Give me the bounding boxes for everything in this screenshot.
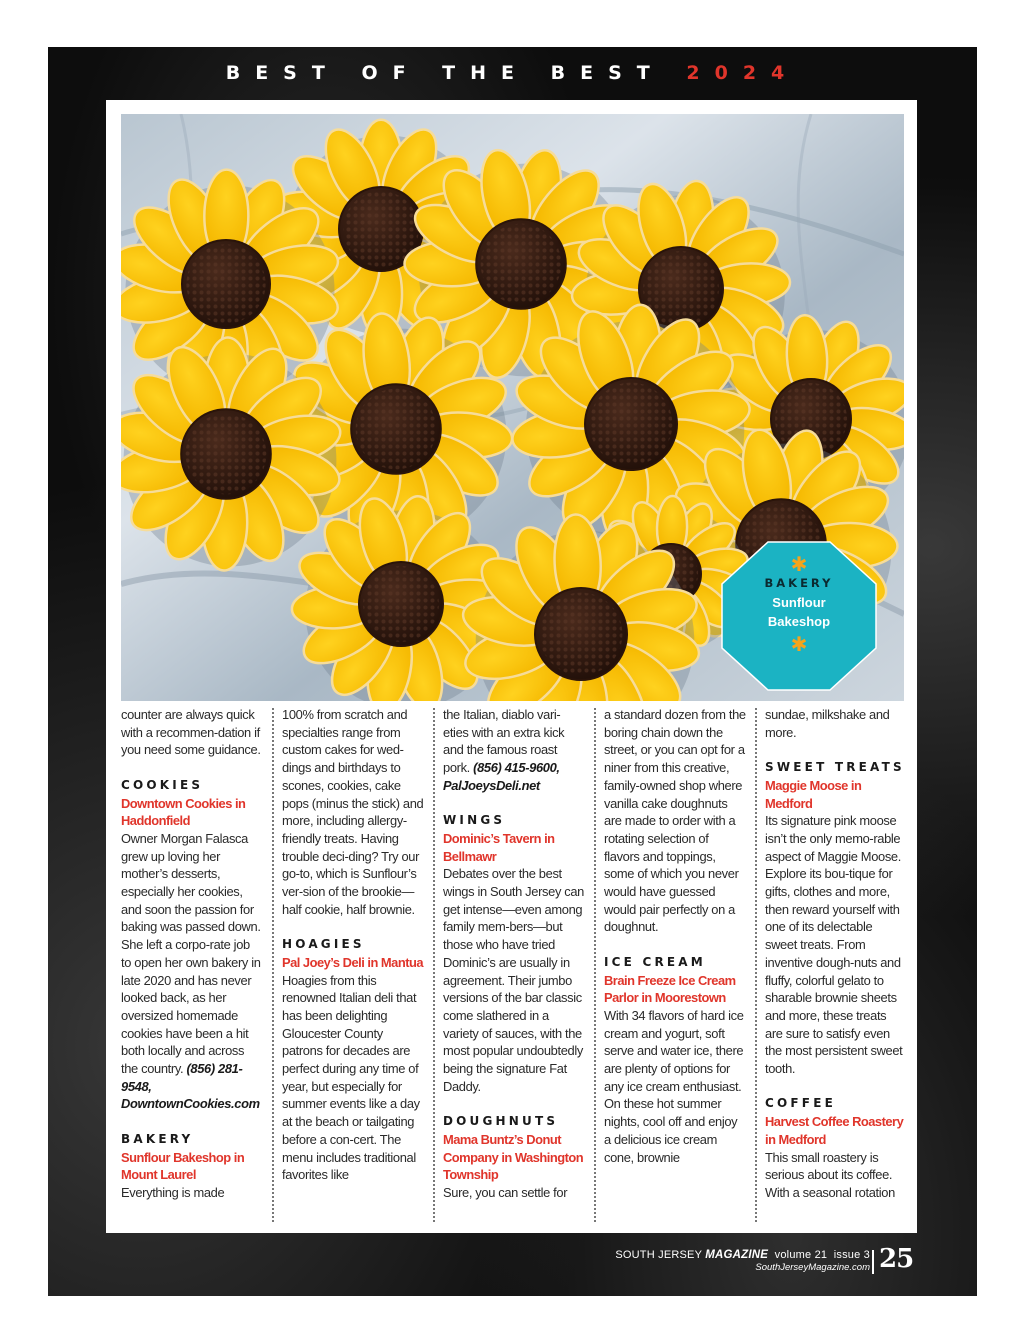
category-hoagies: HOAGIES bbox=[282, 937, 365, 952]
category-cookies: COOKIES bbox=[121, 777, 204, 792]
footer-publication-name: MAGAZINE bbox=[705, 1249, 769, 1261]
body-doughnuts: Sure, you can settle for bbox=[443, 1184, 568, 1200]
business-pal-joeys-deli: Pal Joey’s Deli in Mantua bbox=[282, 954, 424, 970]
column-1 bbox=[121, 706, 263, 1222]
column-divider bbox=[272, 708, 274, 1222]
badge-asterisk-top-icon: ✱ bbox=[790, 552, 808, 576]
business-downtown-cookies: Downtown Cookies in Haddonfield bbox=[121, 795, 246, 829]
column-divider bbox=[433, 708, 435, 1222]
footer-publication-prefix: SOUTH JERSEY bbox=[615, 1249, 702, 1261]
contact-pal-joeys-deli: (856) 415-9600, PalJoeysDeli.net bbox=[443, 760, 560, 793]
column-2 bbox=[282, 706, 424, 1222]
footer-website: SouthJerseyMagazine.com bbox=[755, 1262, 870, 1273]
body-cookies-text: Owner Morgan Falasca grew up loving her mother’s desserts, especially her cookies, and soon the passion for baking was passed down. She left a corpo-rate job to open her own bakery in late 2020 and has never looked back, as her oversized homemade cookies have been a hit both locally and across the country. bbox=[121, 830, 261, 1077]
page-header bbox=[0, 62, 1025, 84]
body-bakery: Everything is made bbox=[121, 1184, 225, 1200]
category-ice-cream: ICE CREAM bbox=[604, 954, 706, 969]
page-number: 25 bbox=[879, 1244, 914, 1274]
footer-divider bbox=[872, 1250, 874, 1274]
body-wings: Debates over the best wings in South Jersey can get intense—even among family mem-bers—but those who have tried Dominic’s are usually in agreement. Their jumbo versions of the bar classic come slathered in a variety of sauces, with the most popular undoubtedly being the signature Fat Daddy. bbox=[443, 866, 585, 1094]
column-divider bbox=[755, 708, 757, 1222]
business-sunflour-bakeshop: Sunflour Bakeshop in Mount Laurel bbox=[121, 1149, 245, 1183]
header-year: 2024 bbox=[686, 62, 800, 84]
column-3-intro bbox=[443, 706, 585, 795]
column-5 bbox=[765, 706, 907, 1222]
column-3-intro-text: the Italian, diablo vari-eties with an extra kick and the famous roast pork. bbox=[443, 707, 565, 776]
header-title: BEST OF THE BEST bbox=[225, 62, 665, 84]
column-1-intro: counter are always quick with a recommen-dation if you need some guidance. bbox=[121, 707, 261, 758]
business-maggie-moose: Maggie Moose in Medford bbox=[765, 777, 862, 811]
category-doughnuts: DOUGHNUTS bbox=[443, 1114, 559, 1129]
business-dominics-tavern: Dominic’s Tavern in Bellmawr bbox=[443, 830, 555, 864]
column-5-intro: sundae, milkshake and more. bbox=[765, 707, 890, 740]
body-hoagies: Hoagies from this renowned Italian deli that has been delighting Gloucester County patrons for decades are perfect during any time of year, but especially for summer events like a day at the beach or tailgating before a con-cert. The menu includes traditional favorites like bbox=[282, 972, 420, 1183]
body-ice-cream: With 34 flavors of hard ice cream and yogurt, soft serve and water ice, there are plenty of options for any ice cream enthusiast. On these hot summer nights, cool off and enjoy a delicious ice cream cone, brownie bbox=[604, 1007, 744, 1165]
body-coffee: This small roastery is serious about its coffee. With a seasonal rotation bbox=[765, 1149, 895, 1200]
footer-volume: volume 21 bbox=[774, 1249, 828, 1261]
business-mama-buntzs-donut: Mama Buntz’s Donut Company in Washington Township bbox=[443, 1131, 584, 1183]
category-wings: WINGS bbox=[443, 813, 506, 828]
article-columns bbox=[121, 706, 904, 1226]
column-4 bbox=[604, 706, 746, 1222]
column-4-intro: a standard dozen from the boring chain down the street, or you can opt for a niner from this creative, family-owned shop where vanilla cake doughnuts are made to order with a rotating selection of flavors and toppings, some of which you never would have guessed would pair perfectly on a doughnut. bbox=[604, 707, 746, 935]
badge-asterisk-bottom-icon: ✱ bbox=[790, 632, 808, 656]
badge-category: BAKERY bbox=[764, 576, 834, 590]
column-divider bbox=[594, 708, 596, 1222]
badge-name-line1: Sunflour bbox=[772, 595, 826, 610]
business-brain-freeze: Brain Freeze Ice Cream Parlor in Moorestown bbox=[604, 972, 736, 1006]
body-cookies bbox=[121, 830, 263, 1113]
business-harvest-coffee: Harvest Coffee Roastery in Medford bbox=[765, 1114, 904, 1147]
category-coffee: COFFEE bbox=[765, 1096, 836, 1111]
column-3 bbox=[443, 706, 585, 1222]
body-sweet-treats: Its signature pink moose isn’t the only memo-rable aspect of Maggie Moose. Explore its bou-tique for gifts, clothes and more, then reward yourself with one of its delectable sweet treats. From inventive dough-nuts and fluffy, colorful gelato to sharable brownie sheets and more, these treats are sure to satisfy even the most persistent sweet tooth. bbox=[765, 813, 903, 1077]
badge-name-line2: Bakeshop bbox=[767, 614, 831, 629]
page-footer bbox=[615, 1249, 870, 1273]
category-sweet-treats: SWEET TREATS bbox=[765, 760, 905, 775]
footer-issue: issue 3 bbox=[833, 1249, 870, 1261]
contact-downtown-cookies: (856) 281-9548, DowntownCookies.com bbox=[121, 1061, 260, 1112]
category-bakery: BAKERY bbox=[121, 1131, 194, 1146]
column-2-intro: 100% from scratch and specialties range from custom cakes for wed-dings and birthdays to scones, cookies, cake pops (minus the stick) and more, including allergy-friendly treats. Having trouble deci-ding? Try our go-to, which is Sunflour’s ver-sion of the brookie—half cookie, half brownie. bbox=[282, 707, 424, 917]
